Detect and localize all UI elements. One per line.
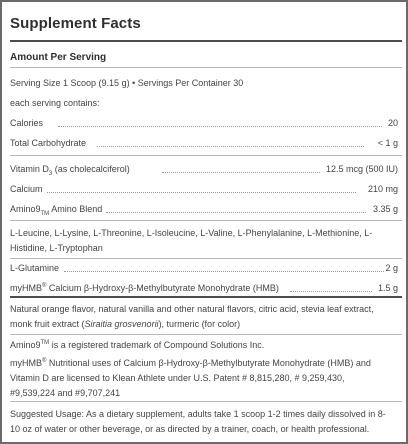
serving-info: Serving Size 1 Scoop (9.15 g) • Servings Per Container 30: [10, 78, 244, 88]
leader-dots: [106, 212, 366, 213]
carbohydrate-label: Total Carbohydrate: [10, 138, 87, 148]
divider: [10, 334, 402, 335]
divider: [10, 220, 402, 221]
leader-dots: [64, 271, 384, 272]
leader-dots: [58, 126, 382, 127]
leader-dots: [97, 146, 364, 147]
vitamin-d-label: Vitamin $D_3$ (as cholecalciferol): [10, 164, 130, 177]
divider: [10, 258, 402, 259]
suggested-usage: Suggested Usage: As a dietary supplement, adults take 1 scoop 1-2 times daily dissolved in 8- 10 oz of water or other beverage, or as directed by a trainer, coach, or health professional.: [10, 409, 386, 434]
leader-dots: [162, 172, 320, 173]
calcium-label: Calcium: [10, 184, 43, 194]
glutamine-value: 2 g: [385, 263, 398, 273]
amino-acid-list: L-Leucine, L-Lysine, L-Threonine, L-Isoleucine, L-Valine, L-Phenylalanine, L-Methionine, L- Histidine, L-Tryptophan: [10, 228, 373, 253]
divider: [10, 155, 402, 156]
other-ingredients: Natural orange flavor, natural vanilla and other natural flavors, citric acid, stevia leaf extract, monk fruit extract (Siraitia grosvenorii), turmeric (for color): [10, 304, 374, 329]
amino-blend-label: $Amino9_{TM}$ Amino Blend: [10, 204, 103, 217]
leader-dots: [47, 192, 356, 193]
divider: [10, 67, 402, 68]
carbohydrate-value: < 1 g: [377, 138, 398, 148]
panel-title: Supplement Facts: [10, 15, 141, 32]
hmb-patent-notice: myHMB® Nutritional uses of Calcium β-Hydroxy-β-Methylbutyrate Monohydrate (HMB) and Vitamin D are licensed to Klean Athlete under U.S. Patent # 8,815,280, # 9,259,430, #9,539,224 and #9,707,241: [10, 358, 371, 398]
each-serving-contains: each serving contains:: [10, 98, 100, 108]
calcium-value: 210 mg: [367, 184, 398, 194]
trademark-notice: Amino9™ is a registered trademark of Compound Solutions Inc.: [10, 340, 265, 350]
calories-value: 20: [387, 118, 398, 128]
vitamin-d-value: 12.5 mcg (500 IU): [325, 164, 398, 174]
hmb-value: 1.5 g: [377, 283, 398, 293]
section-divider: [10, 296, 402, 298]
leader-dots: [290, 291, 372, 292]
amount-per-serving-heading: Amount Per Serving: [10, 52, 107, 63]
divider: [10, 401, 402, 402]
amino-blend-value: 3.35 g: [372, 204, 398, 214]
title-divider: [10, 40, 402, 42]
hmb-label: myHMB® Calcium β-Hydroxy-β-Methylbutyrate Monohydrate (HMB): [10, 283, 279, 293]
calories-label: Calories: [10, 118, 44, 128]
glutamine-label: L-Glutamine: [10, 263, 60, 273]
